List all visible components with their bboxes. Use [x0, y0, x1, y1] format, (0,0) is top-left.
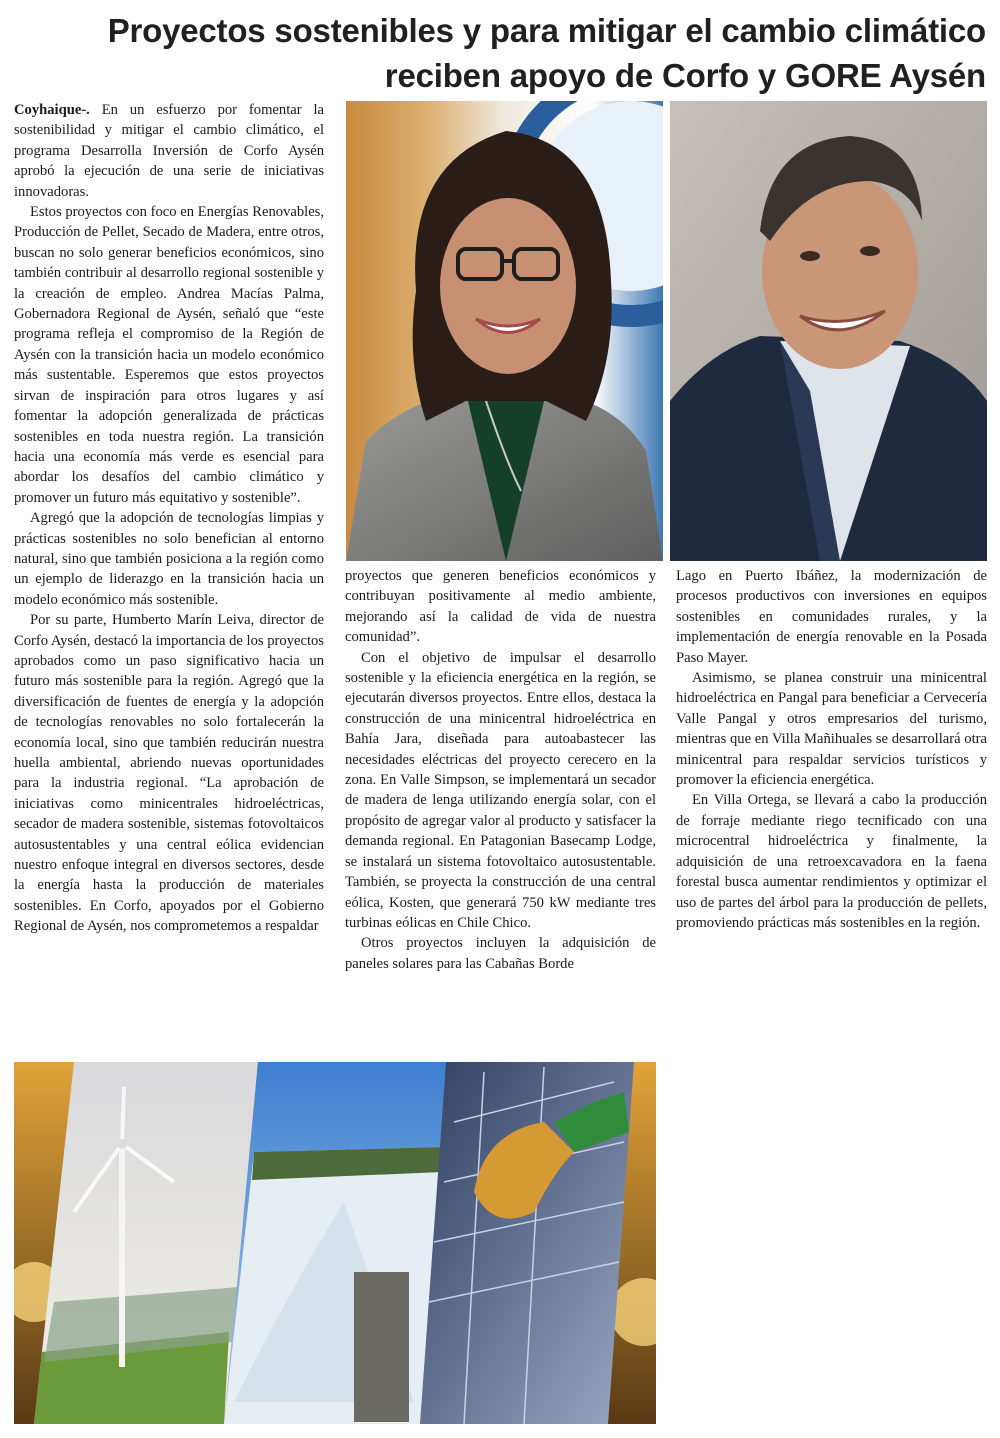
headline-line-1: Proyectos sostenibles y para mitigar el cambio climático [107, 12, 986, 49]
article-column-2 [345, 566, 656, 974]
portrait-governor-photo [346, 101, 663, 561]
portrait-corfo-director-illustration [670, 101, 987, 561]
paragraph-4-continued: proyectos que generen beneficios económicos y contribuyan positivamente al medio ambiente, mejorando así la calidad de vida de nuestra comunidad”. [345, 568, 656, 646]
paragraph-8: En Villa Ortega, se llevará a cabo la producción de forraje mediante riego tecnificado con una microcentral hidroeléctrica y finalmente, la adquisición de una retroexcavadora en la faena forestal busca aumentar rendimientos y optimizar el uso de partes del árbol para la producción de pellets, promoviendo prácticas más sostenibles en la región. [676, 792, 987, 931]
portrait-corfo-director-photo [670, 101, 987, 561]
paragraph-7: Asimismo, se planea construir una minicentral hidroeléctrica en Pangal para beneficiar a Cervecería Valle Pangal y otros empresarios del turismo, mientras que en Villa Mañihuales se desarrollará otra minicentral para respaldar servicios turísticos y promover la eficiencia energética. [676, 670, 987, 789]
paragraph-4: Por su parte, Humberto Marín Leiva, director de Corfo Aysén, destacó la importancia de los proyectos aprobados como un paso significativo hacia un futuro más sostenible para la región. Agregó que la diversificación de fuentes de energía y la adopción de tecnologías renovables no solo fortalecerán la economía local, sino que también reducirán nuestra huella ambiental, abriendo nuevas oportunidades para la industria regional. “La aprobación de iniciativas como minicentrales hidroeléctricas, secador de madera sostenible, sistemas fotovoltaicos autosustentables y una central eólica evidencian nuestro enfoque integral en diversos sectores, desde la energía hasta la producción de materiales sostenibles. En Corfo, apoyados por el Gobierno Regional de Aysén, nos comprometemos a respaldar [14, 612, 324, 935]
portrait-governor-illustration [346, 101, 663, 561]
article-column-1 [14, 100, 324, 937]
paragraph-2: Estos proyectos con foco en Energías Renovables, Producción de Pellet, Secado de Madera, entre otros, buscan no solo generar beneficios económicos, sino también contribuir al desarrollo regional sostenible y la creación de empleo. Andrea Macías Palma, Gobernadora Regional de Aysén, señaló que “este programa refleja el compromiso de la Región de Aysén con la transición hacia un modelo económico más sustentable. Esperemos que estos proyectos sirvan de inspiración para otros lugares y así fomentar la adopción generalizada de prácticas sostenibles en toda nuestra región. La transición hacia una economía más verde es esencial para abordar los desafíos del cambio climático y promover un futuro más equitativo y sostenible”. [14, 204, 324, 506]
paragraph-6-continued: Lago en Puerto Ibáñez, la modernización de procesos productivos con inversiones en equipos sostenibles en comunidades rurales, y la implementación de energía renovable en la Posada Paso Mayer. [676, 568, 987, 666]
headline-line-2: reciben apoyo de Corfo y GORE Aysén [384, 57, 986, 94]
renewable-energy-collage [14, 1062, 656, 1424]
intro-body: En un esfuerzo por fomentar la sostenibilidad y mitigar el cambio climático, el programa Desarrolla Inversión de Corfo Aysén aprobó la ejecución de una serie de iniciativas innovadoras. [14, 102, 324, 200]
paragraph-6: Otros proyectos incluyen la adquisición de paneles solares para las Cabañas Borde [345, 935, 656, 972]
headline [14, 8, 986, 98]
paragraph-3: Agregó que la adopción de tecnologías limpias y prácticas sostenibles no solo benefician al entorno natural, sino que también posiciona a la región como un ejemplo de liderazgo en la transición hacia un modelo económico más sostenible. [14, 510, 324, 608]
paragraph-intro [14, 100, 324, 202]
dateline: Coyhaique-. [14, 102, 90, 118]
article-column-3 [676, 566, 987, 933]
paragraph-5: Con el objetivo de impulsar el desarrollo sostenible y la eficiencia energética en la región, se ejecutarán diversos proyectos. Entre ellos, destaca la construcción de una minicentral hidroeléctrica en Bahía Jara, diseñada para autoabastecer las necesidades eléctricas del proyecto cerecero en la zona. En Valle Simpson, se implementará un secador de madera de lenga utilizando energía solar, con el propósito de agregar valor al producto y satisfacer la demanda regional. En Patagonian Basecamp Lodge, se instalará un sistema fotovoltaico autosustentable. También, se proyecta la construcción de una central eólica, Kosten, que generará 750 kW mediante tres turbinas eólicas en Chile Chico. [345, 649, 656, 931]
renewable-energy-collage-illustration [14, 1062, 656, 1424]
